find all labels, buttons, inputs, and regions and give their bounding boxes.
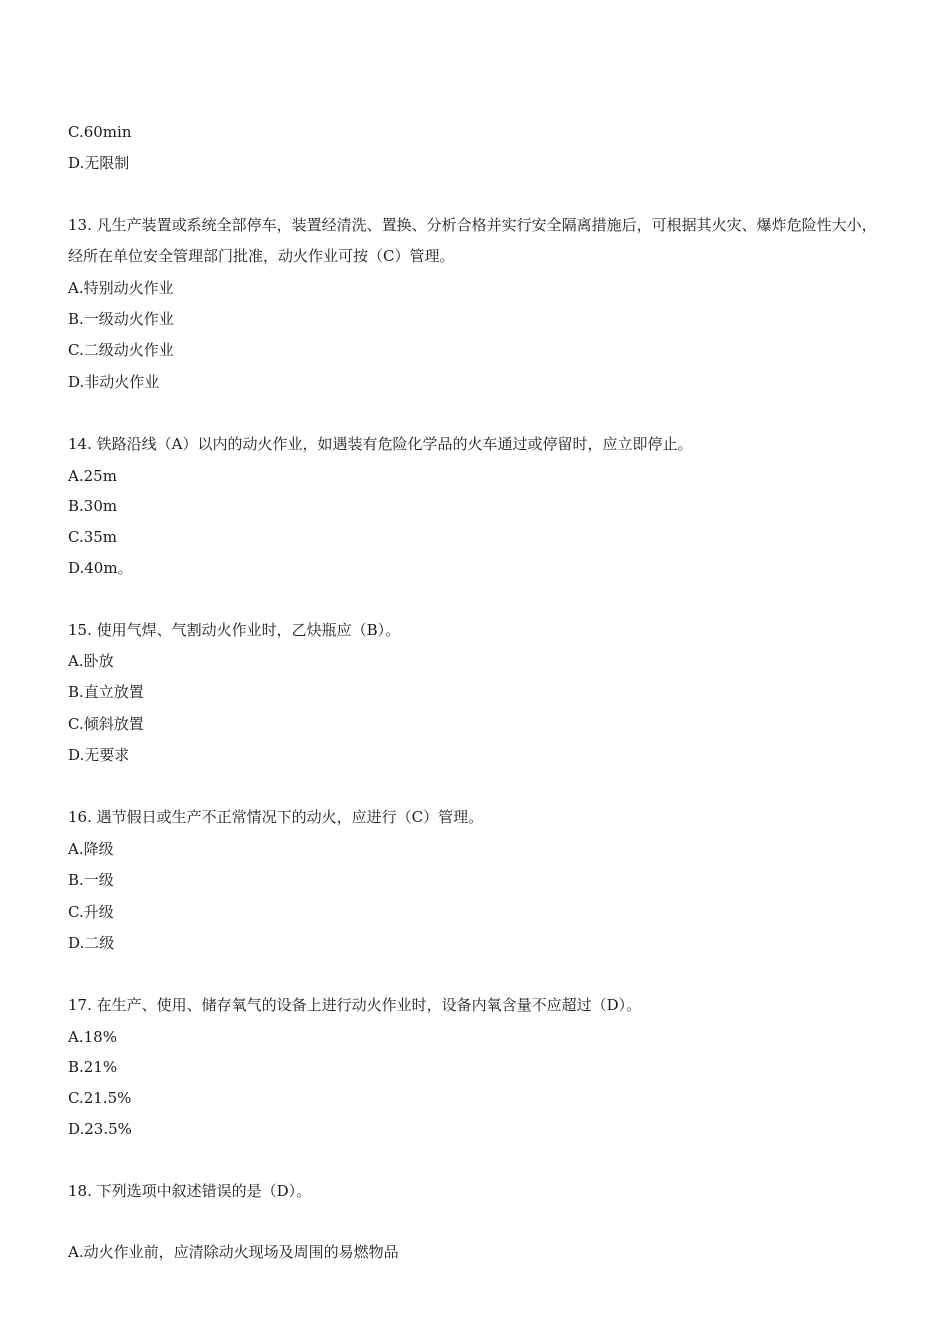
option-b-15: B.直立放置 [68, 683, 144, 701]
option-c-13: C.二级动火作业 [68, 341, 174, 359]
option-a-17: A.18% [68, 1028, 117, 1046]
option-b-14: B.30m [68, 497, 118, 515]
question-18: 18. 下列选项中叙述错误的是（D）。 [68, 1182, 312, 1200]
option-a-14: A.25m [68, 467, 117, 485]
option-d-17: D.23.5% [68, 1120, 132, 1138]
option-a-18: A.动火作业前，应清除动火现场及周围的易燃物品 [68, 1243, 399, 1261]
question-15: 15. 使用气焊、气割动火作业时，乙炔瓶应（B）。 [68, 621, 401, 639]
option-a-13: A.特别动火作业 [68, 279, 174, 297]
option-c-17: C.21.5% [68, 1089, 132, 1107]
option-b-13: B.一级动火作业 [68, 310, 174, 328]
option-d-16: D.二级 [68, 934, 115, 952]
option-b-17: B.21% [68, 1058, 118, 1076]
question-16: 16. 遇节假日或生产不正常情况下的动火，应进行（C）管理。 [68, 808, 484, 826]
question-14: 14. 铁路沿线（A）以内的动火作业，如遇装有危险化学品的火车通过或停留时，应立即停止。 [68, 435, 693, 453]
option-a-15: A.卧放 [68, 652, 114, 670]
option-b-16: B.一级 [68, 871, 114, 889]
option-a-16: A.降级 [68, 840, 114, 858]
option-c-15: C.倾斜放置 [68, 715, 144, 733]
question-13: 13. 凡生产装置或系统全部停车，装置经清洗、置换、分析合格并实行安全隔离措施后，可根据其火灾、爆炸危险性大小，经所在单位安全管理部门批准，动火作业可按（C）管理。 [68, 216, 877, 265]
question-17: 17. 在生产、使用、储存氧气的设备上进行动火作业时，设备内氧含量不应超过（D）。 [68, 996, 642, 1014]
option-c-14: C.35m [68, 528, 118, 546]
option-c-12: C.60min [68, 123, 132, 141]
option-d-13: D.非动火作业 [68, 373, 160, 391]
option-c-16: C.升级 [68, 903, 114, 921]
option-d-12: D.无限制 [68, 154, 130, 172]
option-d-14: D.40m。 [68, 559, 133, 577]
option-d-15: D.无要求 [68, 746, 130, 764]
